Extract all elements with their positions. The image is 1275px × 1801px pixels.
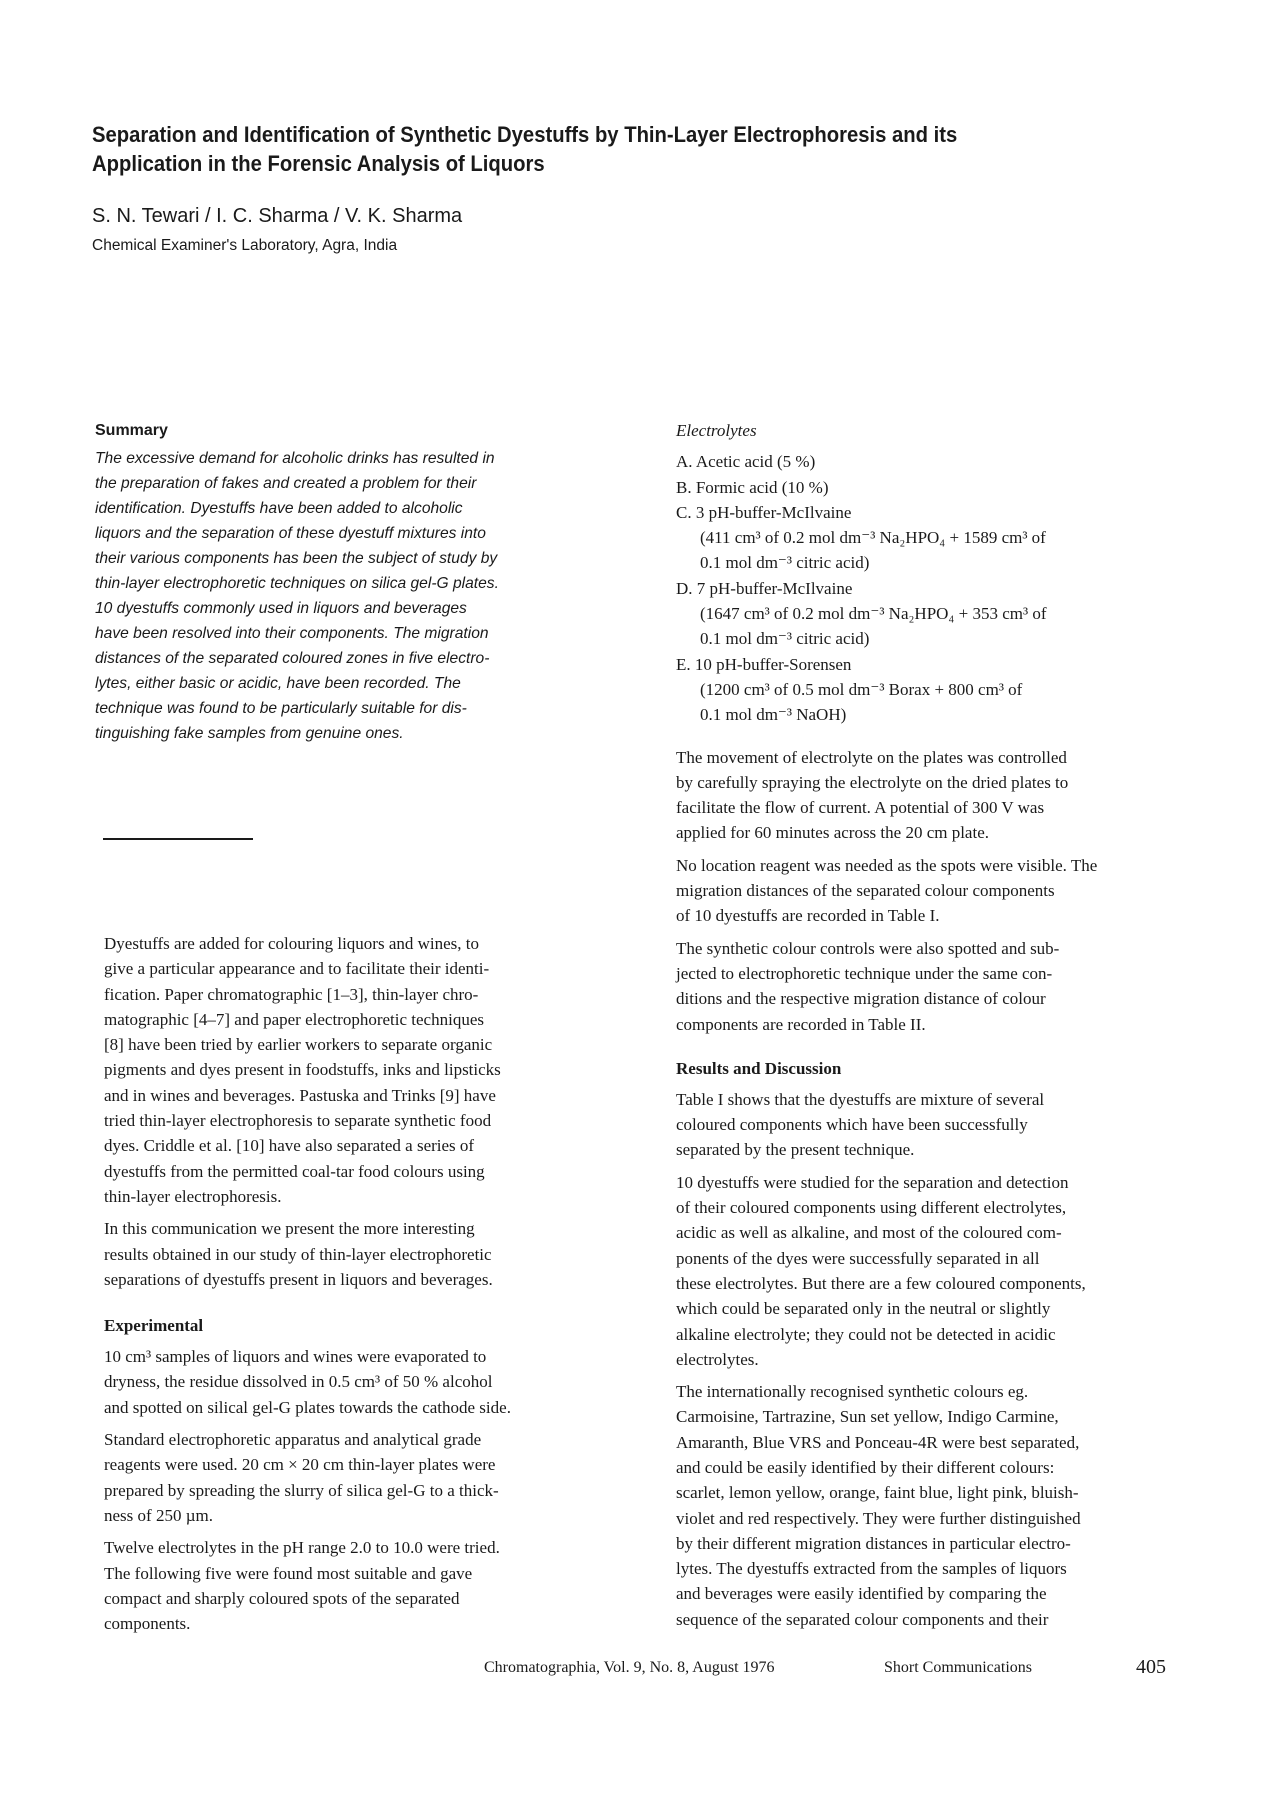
text-line: thin-layer electrophoretic techniques on silica gel-G plates. [95, 575, 499, 592]
text-line: In this communication we present the more interesting [104, 1219, 475, 1239]
electrolyte-composition: (411 cm³ of 0.2 mol dm⁻³ Na₂HPO₄ + 1589 cm³ of [700, 528, 1046, 548]
experimental-paragraph-2 [104, 1427, 624, 1528]
text-line: which could be separated only in the neutral or slightly [676, 1299, 1051, 1319]
text-line: [8] have been tried by earlier workers to separate organic [104, 1035, 493, 1055]
text-line: acidic as well as alkaline, and most of the coloured com- [676, 1223, 1062, 1243]
results-paragraph-1 [676, 1087, 1176, 1163]
text-line: liquors and the separation of these dyestuff mixtures into [95, 525, 486, 542]
page-number: 405 [1136, 1656, 1166, 1678]
text-line: No location reagent was needed as the spots were visible. The [676, 855, 1098, 875]
electrolyte-item [676, 652, 1176, 728]
text-line: give a particular appearance and to facilitate their identi- [104, 959, 490, 979]
text-line: Standard electrophoretic apparatus and analytical grade [104, 1430, 482, 1450]
text-line: Carmoisine, Tartrazine, Sun set yellow, Indigo Carmine, [676, 1407, 1059, 1427]
text-line: prepared by spreading the slurry of silica gel-G to a thick- [104, 1480, 499, 1500]
summary-text [95, 446, 615, 746]
text-line: matographic [4–7] and paper electrophoretic techniques [104, 1009, 484, 1029]
text-line: of their coloured components using different electrolytes, [676, 1198, 1067, 1218]
text-line: and beverages were easily identified by comparing the [676, 1584, 1047, 1604]
text-line: technique was found to be particularly suitable for dis- [95, 700, 467, 717]
electrolyte-label: E. 10 pH-buffer-Sorensen [676, 654, 852, 674]
electrolyte-item [676, 449, 1176, 474]
experimental-paragraph-1 [104, 1344, 624, 1420]
right-column [676, 418, 1176, 1639]
text-line: facilitate the flow of current. A potential of 300 V was [676, 798, 1045, 818]
controls-paragraph [676, 936, 1176, 1037]
text-line: 10 dyestuffs were studied for the separation and detection [676, 1172, 1069, 1192]
footer-section: Short Communications [884, 1659, 1032, 1676]
text-line: of 10 dyestuffs are recorded in Table I. [676, 906, 940, 926]
text-line: reagents were used. 20 cm × 20 cm thin-layer plates were [104, 1455, 496, 1475]
text-line: migration distances of the separated colour components [676, 881, 1055, 901]
text-line: by their different migration distances in particular electro- [676, 1533, 1071, 1553]
text-line: these electrolytes. But there are a few coloured components, [676, 1273, 1086, 1293]
text-line: and spotted on silical gel-G plates towards the cathode side. [104, 1397, 511, 1417]
paper-title: Separation and Identification of Synthetic Dyestuffs by Thin-Layer Electrophoresis and its Application in the Forensic Analysis of Liquors [92, 122, 958, 176]
results-heading: Results and Discussion [676, 1058, 842, 1078]
electrolyte-composition: (1200 cm³ of 0.5 mol dm⁻³ Borax + 800 cm³ of [700, 679, 1023, 699]
electrolyte-item [676, 500, 1176, 576]
electrolyte-item [676, 576, 1176, 652]
location-paragraph [676, 853, 1176, 929]
text-line: The movement of electrolyte on the plates was controlled [676, 747, 1067, 767]
text-line: thin-layer electrophoresis. [104, 1186, 282, 1206]
experimental-paragraph-3 [104, 1535, 624, 1636]
summary-heading: Summary [95, 422, 168, 439]
text-line: and could be easily identified by their different colours: [676, 1457, 1055, 1477]
text-line: components. [104, 1614, 191, 1634]
text-line: dryness, the residue dissolved in 0.5 cm³ of 50 % alcohol [104, 1372, 493, 1392]
text-line: lytes. The dyestuffs extracted from the samples of liquors [676, 1559, 1067, 1579]
intro-paragraph-1 [104, 931, 624, 1209]
text-line: alkaline electrolyte; they could not be detected in acidic [676, 1324, 1056, 1344]
text-line: and in wines and beverages. Pastuska and Trinks [9] have [104, 1085, 496, 1105]
text-line: results obtained in our study of thin-layer electrophoretic [104, 1244, 492, 1264]
text-line: The internationally recognised synthetic colours eg. [676, 1382, 1029, 1402]
text-line: The synthetic colour controls were also spotted and sub- [676, 938, 1060, 958]
text-line: ponents of the dyes were successfully separated in all [676, 1248, 1040, 1268]
electrolyte-label: D. 7 pH-buffer-McIlvaine [676, 578, 853, 598]
electrolyte-composition: (1647 cm³ of 0.2 mol dm⁻³ Na₂HPO₄ + 353 cm³ of [700, 604, 1047, 624]
text-line: pigments and dyes present in foodstuffs, inks and lipsticks [104, 1060, 501, 1080]
text-line: dyestuffs from the permitted coal-tar food colours using [104, 1161, 485, 1181]
text-line: Twelve electrolytes in the pH range 2.0 to 10.0 were tried. [104, 1538, 500, 1558]
electrolyte-composition: 0.1 mol dm⁻³ citric acid) [700, 629, 870, 649]
text-line: sequence of the separated colour components and their [676, 1609, 1049, 1629]
text-line: 10 dyestuffs commonly used in liquors and beverages [95, 600, 467, 617]
text-line: compact and sharply coloured spots of the separated [104, 1588, 460, 1608]
text-line: distances of the separated coloured zones in five electro- [95, 650, 490, 667]
text-line: scarlet, lemon yellow, orange, faint blue, light pink, bluish- [676, 1483, 1079, 1503]
text-line: The excessive demand for alcoholic drinks has resulted in [95, 450, 495, 467]
text-line: dyes. Criddle et al. [10] have also separated a series of [104, 1136, 475, 1156]
text-line: tinguishing fake samples from genuine ones. [95, 725, 404, 742]
electrolyte-composition: 0.1 mol dm⁻³ NaOH) [700, 705, 847, 725]
text-line: separated by the present technique. [676, 1140, 915, 1160]
text-line: their various components has been the subject of study by [95, 550, 498, 567]
left-column [104, 931, 624, 1643]
text-line: by carefully spraying the electrolyte on the dried plates to [676, 772, 1069, 792]
text-line: violet and red respectively. They were further distinguished [676, 1508, 1081, 1528]
electrolyte-list [676, 449, 1176, 727]
text-line: Amaranth, Blue VRS and Ponceau-4R were best separated, [676, 1432, 1080, 1452]
electrolytes-heading: Electrolytes [676, 421, 757, 440]
text-line: identification. Dyestuffs have been added to alcoholic [95, 500, 463, 517]
text-line: applied for 60 minutes across the 20 cm plate. [676, 823, 989, 843]
electrolyte-item [676, 475, 1176, 500]
text-line: separations of dyestuffs present in liquors and beverages. [104, 1269, 493, 1289]
text-line: jected to electrophoretic technique under the same con- [676, 963, 1053, 983]
text-line: 10 cm³ samples of liquors and wines were evaporated to [104, 1347, 487, 1367]
text-line: The following five were found most suitable and gave [104, 1563, 473, 1583]
experimental-heading: Experimental [104, 1316, 204, 1336]
authors: S. N. Tewari / I. C. Sharma / V. K. Sharma [92, 205, 463, 227]
intro-paragraph-2 [104, 1216, 624, 1292]
text-line: Table I shows that the dyestuffs are mixture of several [676, 1089, 1045, 1109]
electrolyte-composition: 0.1 mol dm⁻³ citric acid) [700, 553, 870, 573]
electrolyte-label: C. 3 pH-buffer-McIlvaine [676, 502, 852, 522]
text-line: components are recorded in Table II. [676, 1014, 926, 1034]
text-line: fication. Paper chromatographic [1–3], thin-layer chro- [104, 984, 479, 1004]
text-line: the preparation of fakes and created a problem for their [95, 475, 477, 492]
text-line: coloured components which have been successfully [676, 1115, 1028, 1135]
affiliation: Chemical Examiner's Laboratory, Agra, India [92, 237, 398, 254]
text-line: ness of 250 µm. [104, 1505, 213, 1525]
text-line: electrolytes. [676, 1349, 759, 1369]
text-line: have been resolved into their components. The migration [95, 625, 489, 642]
text-line: lytes, either basic or acidic, have been recorded. The [95, 675, 461, 692]
footer-journal: Chromatographia, Vol. 9, No. 8, August 1976 [484, 1659, 775, 1676]
movement-paragraph [676, 745, 1176, 846]
electrolyte-label: B. Formic acid (10 %) [676, 477, 829, 497]
electrolyte-label: A. Acetic acid (5 %) [676, 452, 816, 472]
text-line: tried thin-layer electrophoresis to separate synthetic food [104, 1111, 492, 1131]
section-divider [103, 838, 253, 840]
summary-section [95, 422, 615, 746]
text-line: ditions and the respective migration distance of colour [676, 989, 1046, 1009]
results-paragraph-3 [676, 1379, 1176, 1632]
text-line: Dyestuffs are added for colouring liquors and wines, to [104, 934, 480, 953]
results-paragraph-2 [676, 1170, 1176, 1372]
